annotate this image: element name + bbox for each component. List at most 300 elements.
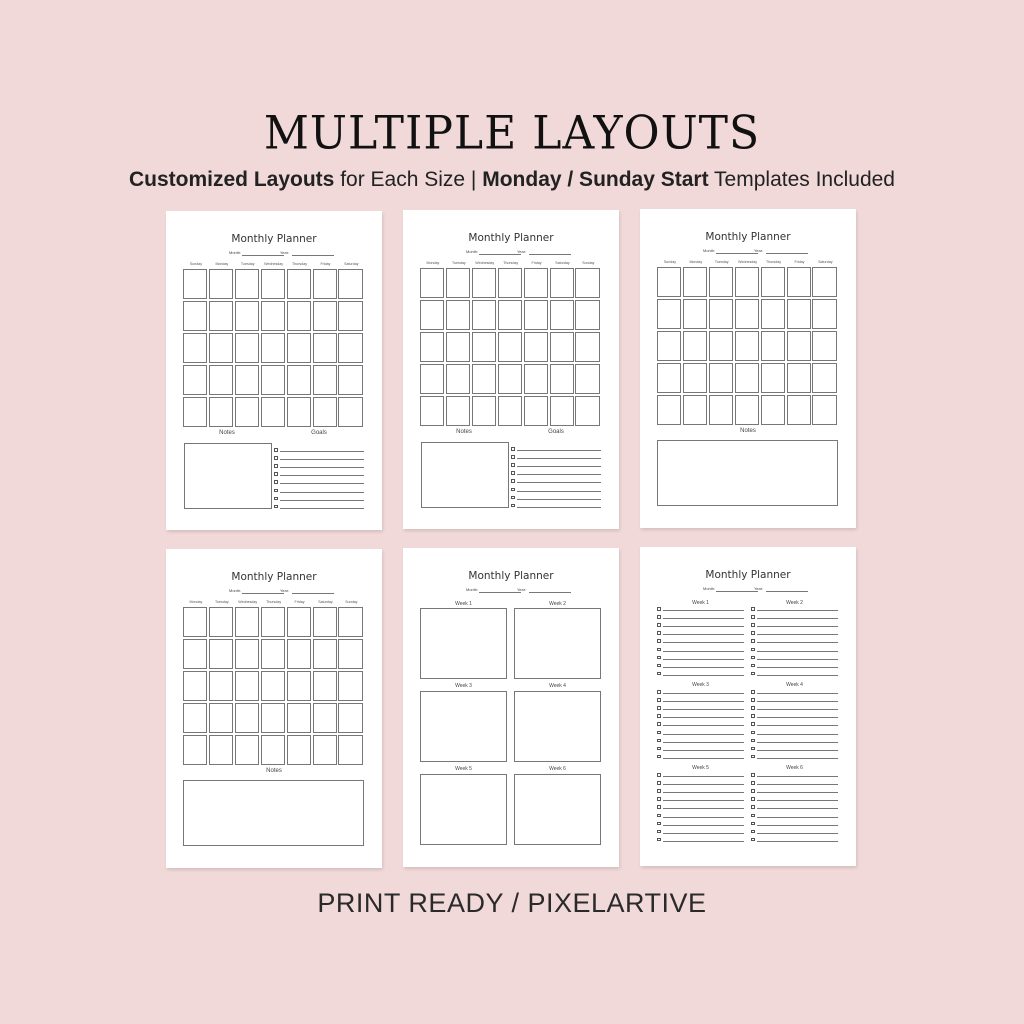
- checkbox: [274, 448, 278, 452]
- day-cell: [472, 300, 496, 330]
- day-cell: [338, 397, 362, 427]
- weekday-label: Tuesday: [240, 262, 255, 266]
- checkbox: [751, 838, 755, 842]
- day-cell: [498, 300, 522, 330]
- day-cell: [338, 607, 362, 637]
- checkbox: [657, 789, 661, 793]
- day-cell: [209, 301, 233, 331]
- checklist-line: [663, 792, 744, 793]
- checkbox: [511, 488, 515, 492]
- day-cell: [709, 331, 733, 361]
- checklist-line: [757, 709, 838, 710]
- checkbox: [657, 690, 661, 694]
- day-cell: [338, 269, 362, 299]
- checklist-line: [663, 693, 744, 694]
- checklist-line: [517, 499, 601, 500]
- day-cell: [575, 364, 599, 394]
- month-line: [479, 254, 521, 255]
- checkbox: [657, 747, 661, 751]
- day-cell: [524, 364, 548, 394]
- day-cell: [235, 397, 259, 427]
- year-label: Year:: [280, 588, 290, 593]
- day-cell: [287, 301, 311, 331]
- checkbox: [751, 797, 755, 801]
- day-cell: [657, 331, 681, 361]
- year-label: Year:: [517, 249, 527, 254]
- day-cell: [338, 671, 362, 701]
- checklist-line: [757, 634, 838, 635]
- day-cell: [261, 671, 285, 701]
- day-cell: [761, 267, 785, 297]
- week-box: [420, 608, 507, 679]
- checklist-line: [757, 701, 838, 702]
- year-line: [529, 592, 571, 593]
- checkbox: [751, 698, 755, 702]
- week-label: Week 3: [455, 683, 472, 689]
- checklist-line: [663, 701, 744, 702]
- checkbox: [751, 822, 755, 826]
- checklist-line: [663, 776, 744, 777]
- year-label: Year:: [280, 250, 290, 255]
- checkbox: [511, 504, 515, 508]
- day-cell: [338, 639, 362, 669]
- day-cell: [313, 703, 337, 733]
- day-cell: [183, 301, 207, 331]
- day-cell: [338, 301, 362, 331]
- weekday-label: Saturday: [344, 262, 359, 266]
- checklist-line: [757, 792, 838, 793]
- checklist-line: [757, 734, 838, 735]
- checkbox: [274, 456, 278, 460]
- weekday-label: Monday: [189, 600, 203, 604]
- day-cell: [420, 332, 444, 362]
- week-label: Week 1: [692, 600, 709, 606]
- day-cell: [287, 333, 311, 363]
- year-line: [292, 255, 334, 256]
- week-label: Week 6: [549, 766, 566, 772]
- day-cell: [657, 395, 681, 425]
- day-cell: [812, 267, 836, 297]
- day-cell: [209, 365, 233, 395]
- day-cell: [183, 365, 207, 395]
- checklist-line: [663, 659, 744, 660]
- checklist-line: [757, 841, 838, 842]
- checkbox: [274, 464, 278, 468]
- day-cell: [575, 300, 599, 330]
- day-cell: [261, 397, 285, 427]
- checklist-line: [663, 709, 744, 710]
- checkbox: [657, 698, 661, 702]
- day-cell: [787, 299, 811, 329]
- checkbox: [751, 755, 755, 759]
- notes-label: Notes: [740, 428, 756, 434]
- day-cell: [787, 363, 811, 393]
- day-cell: [235, 735, 259, 765]
- checkbox: [751, 648, 755, 652]
- notes-label: Notes: [219, 430, 235, 436]
- week-label: Week 2: [549, 601, 566, 607]
- day-cell: [472, 268, 496, 298]
- weekday-label: Friday: [794, 260, 805, 264]
- checklist-line: [663, 734, 744, 735]
- checkbox: [751, 615, 755, 619]
- day-cell: [420, 396, 444, 426]
- weekday-label: Monday: [689, 260, 703, 264]
- day-cell: [287, 269, 311, 299]
- day-cell: [761, 299, 785, 329]
- checklist-line: [280, 508, 364, 509]
- page-title: Monthly Planner: [231, 233, 317, 245]
- day-cell: [472, 332, 496, 362]
- day-cell: [209, 703, 233, 733]
- checklist-line: [663, 610, 744, 611]
- checkbox: [511, 447, 515, 451]
- day-cell: [735, 363, 759, 393]
- checkbox: [657, 623, 661, 627]
- day-cell: [261, 301, 285, 331]
- day-cell: [735, 299, 759, 329]
- day-cell: [261, 365, 285, 395]
- planner-page: [403, 210, 619, 529]
- weekday-label: Wednesday: [738, 260, 758, 264]
- year-line: [766, 253, 808, 254]
- day-cell: [287, 607, 311, 637]
- week-label: Week 4: [786, 682, 803, 688]
- checklist-line: [757, 742, 838, 743]
- day-cell: [472, 364, 496, 394]
- day-cell: [313, 397, 337, 427]
- checkbox: [751, 731, 755, 735]
- checkbox: [274, 505, 278, 509]
- checklist-line: [517, 466, 601, 467]
- day-cell: [235, 671, 259, 701]
- checklist-line: [757, 675, 838, 676]
- weekday-label: Saturday: [318, 600, 333, 604]
- planner-page: [640, 209, 856, 528]
- planner-page: [640, 547, 856, 866]
- checklist-line: [757, 651, 838, 652]
- day-cell: [261, 333, 285, 363]
- weekday-label: Wednesday: [238, 600, 258, 604]
- checkbox: [274, 497, 278, 501]
- checkbox: [751, 739, 755, 743]
- day-cell: [313, 607, 337, 637]
- checklist-line: [757, 817, 838, 818]
- subtitle-text-1: for Each Size |: [334, 168, 483, 191]
- month-line: [242, 255, 284, 256]
- week-label: Week 6: [786, 765, 803, 771]
- day-cell: [287, 671, 311, 701]
- page-title: Monthly Planner: [705, 231, 791, 243]
- day-cell: [338, 365, 362, 395]
- day-cell: [446, 364, 470, 394]
- notes-box: [657, 440, 838, 506]
- week-label: Week 5: [692, 765, 709, 771]
- checklist-line: [517, 482, 601, 483]
- day-cell: [313, 639, 337, 669]
- day-cell: [787, 395, 811, 425]
- page-title: Monthly Planner: [705, 569, 791, 581]
- year-label: Year:: [754, 248, 764, 253]
- day-cell: [446, 396, 470, 426]
- checklist-line: [663, 800, 744, 801]
- month-label: Month:: [703, 586, 716, 591]
- month-line: [479, 592, 521, 593]
- year-line: [529, 254, 571, 255]
- checklist-line: [663, 758, 744, 759]
- checklist-line: [663, 833, 744, 834]
- day-cell: [261, 607, 285, 637]
- weekday-label: Sunday: [345, 600, 358, 604]
- month-label: Month:: [466, 587, 479, 592]
- weekday-label: Sunday: [582, 261, 595, 265]
- notes-label: Notes: [456, 429, 472, 435]
- checklist-line: [280, 492, 364, 493]
- day-cell: [287, 397, 311, 427]
- month-label: Month:: [703, 248, 716, 253]
- day-cell: [183, 333, 207, 363]
- day-cell: [550, 300, 574, 330]
- checkbox: [751, 607, 755, 611]
- checkbox: [657, 830, 661, 834]
- checkbox: [751, 656, 755, 660]
- day-cell: [313, 301, 337, 331]
- planner-page: [403, 548, 619, 867]
- day-cell: [235, 639, 259, 669]
- checklist-line: [757, 784, 838, 785]
- day-cell: [209, 397, 233, 427]
- checklist-line: [280, 459, 364, 460]
- week-label: Week 5: [455, 766, 472, 772]
- day-cell: [812, 363, 836, 393]
- year-line: [766, 591, 808, 592]
- week-box: [420, 774, 507, 845]
- checklist-line: [517, 491, 601, 492]
- day-cell: [657, 299, 681, 329]
- notes-box: [421, 442, 509, 508]
- checkbox: [657, 664, 661, 668]
- checkbox: [751, 789, 755, 793]
- checkbox: [657, 631, 661, 635]
- checklist-line: [757, 610, 838, 611]
- week-label: Week 1: [455, 601, 472, 607]
- checklist-line: [757, 725, 838, 726]
- day-cell: [575, 396, 599, 426]
- checklist-line: [757, 659, 838, 660]
- day-cell: [261, 703, 285, 733]
- checkbox: [511, 455, 515, 459]
- checklist-line: [280, 467, 364, 468]
- day-cell: [313, 269, 337, 299]
- day-cell: [420, 300, 444, 330]
- day-cell: [787, 267, 811, 297]
- checkbox: [657, 805, 661, 809]
- checkbox: [657, 656, 661, 660]
- checkbox: [657, 615, 661, 619]
- day-cell: [524, 268, 548, 298]
- week-label: Week 4: [549, 683, 566, 689]
- goals-label: Goals: [311, 430, 327, 436]
- week-box: [514, 608, 601, 679]
- checkbox: [751, 814, 755, 818]
- checklist-line: [757, 618, 838, 619]
- day-cell: [287, 735, 311, 765]
- day-cell: [657, 267, 681, 297]
- day-cell: [209, 607, 233, 637]
- day-cell: [787, 331, 811, 361]
- checkbox: [751, 805, 755, 809]
- weekday-label: Monday: [426, 261, 440, 265]
- day-cell: [235, 301, 259, 331]
- checklist-line: [757, 667, 838, 668]
- weekday-label: Thursday: [503, 261, 519, 265]
- checkbox: [511, 463, 515, 467]
- checklist-line: [757, 750, 838, 751]
- checklist-line: [280, 475, 364, 476]
- notes-label: Notes: [266, 768, 282, 774]
- day-cell: [550, 332, 574, 362]
- checkbox: [511, 479, 515, 483]
- day-cell: [524, 300, 548, 330]
- checklist-line: [280, 483, 364, 484]
- year-label: Year:: [754, 586, 764, 591]
- day-cell: [313, 671, 337, 701]
- day-cell: [287, 639, 311, 669]
- day-cell: [735, 395, 759, 425]
- day-cell: [550, 268, 574, 298]
- checkbox: [751, 672, 755, 676]
- day-cell: [261, 269, 285, 299]
- checkbox: [657, 822, 661, 826]
- day-cell: [446, 300, 470, 330]
- weekday-label: Sunday: [663, 260, 677, 264]
- checkbox: [511, 471, 515, 475]
- weekday-label: Saturday: [818, 260, 833, 264]
- weekday-label: Wednesday: [475, 261, 495, 265]
- checkbox: [751, 714, 755, 718]
- checklist-line: [757, 717, 838, 718]
- weekday-label: Tuesday: [714, 260, 729, 264]
- month-label: Month:: [229, 250, 242, 255]
- checkbox: [657, 731, 661, 735]
- checklist-line: [663, 667, 744, 668]
- checkbox: [657, 838, 661, 842]
- day-cell: [338, 735, 362, 765]
- day-cell: [683, 363, 707, 393]
- day-cell: [183, 639, 207, 669]
- checkbox: [657, 714, 661, 718]
- checkbox: [657, 781, 661, 785]
- checkbox: [751, 722, 755, 726]
- subtitle-text-2: Templates Included: [708, 168, 895, 191]
- checklist-line: [517, 458, 601, 459]
- subtitle: [0, 168, 1024, 192]
- day-cell: [683, 395, 707, 425]
- weekday-label: Tuesday: [215, 600, 229, 604]
- checkbox: [751, 664, 755, 668]
- day-cell: [183, 703, 207, 733]
- checkbox: [657, 672, 661, 676]
- day-cell: [183, 671, 207, 701]
- weekday-label: Thursday: [266, 600, 282, 604]
- day-cell: [338, 333, 362, 363]
- checkbox: [751, 747, 755, 751]
- checklist-line: [757, 776, 838, 777]
- weekday-label: Friday: [531, 261, 542, 265]
- day-cell: [575, 332, 599, 362]
- checklist-line: [663, 750, 744, 751]
- planner-page: [166, 549, 382, 868]
- week-label: Week 3: [692, 682, 709, 688]
- checklist-line: [280, 500, 364, 501]
- day-cell: [683, 299, 707, 329]
- day-cell: [524, 332, 548, 362]
- goals-label: Goals: [548, 429, 564, 435]
- checklist-line: [517, 450, 601, 451]
- day-cell: [338, 703, 362, 733]
- weekday-label: Tuesday: [452, 261, 466, 265]
- day-cell: [709, 395, 733, 425]
- checkbox: [657, 814, 661, 818]
- weekday-label: Sunday: [189, 262, 203, 266]
- day-cell: [812, 395, 836, 425]
- day-cell: [235, 333, 259, 363]
- page-title: Monthly Planner: [468, 570, 554, 582]
- day-cell: [446, 268, 470, 298]
- day-cell: [420, 268, 444, 298]
- day-cell: [209, 671, 233, 701]
- checklist-line: [663, 817, 744, 818]
- day-cell: [709, 267, 733, 297]
- checkbox: [751, 830, 755, 834]
- day-cell: [498, 364, 522, 394]
- day-cell: [524, 396, 548, 426]
- day-cell: [420, 364, 444, 394]
- checklist-line: [663, 742, 744, 743]
- checkbox: [751, 623, 755, 627]
- weekday-label: Wednesday: [264, 262, 284, 266]
- day-cell: [683, 267, 707, 297]
- checklist-line: [663, 717, 744, 718]
- day-cell: [498, 268, 522, 298]
- page-title: Monthly Planner: [468, 232, 554, 244]
- checklist-line: [757, 825, 838, 826]
- checkbox: [657, 648, 661, 652]
- checklist-line: [757, 642, 838, 643]
- day-cell: [261, 639, 285, 669]
- day-cell: [235, 607, 259, 637]
- checklist-line: [663, 618, 744, 619]
- day-cell: [472, 396, 496, 426]
- checkbox: [751, 690, 755, 694]
- day-cell: [209, 333, 233, 363]
- checklist-line: [757, 808, 838, 809]
- checkbox: [274, 480, 278, 484]
- checkbox: [657, 639, 661, 643]
- day-cell: [313, 365, 337, 395]
- checklist-line: [517, 507, 601, 508]
- day-cell: [683, 331, 707, 361]
- day-cell: [761, 363, 785, 393]
- day-cell: [183, 607, 207, 637]
- checklist-line: [757, 693, 838, 694]
- day-cell: [498, 332, 522, 362]
- checkbox: [751, 781, 755, 785]
- day-cell: [812, 299, 836, 329]
- checklist-line: [757, 833, 838, 834]
- subtitle-bold-1: Customized Layouts: [129, 168, 335, 191]
- checkbox: [751, 639, 755, 643]
